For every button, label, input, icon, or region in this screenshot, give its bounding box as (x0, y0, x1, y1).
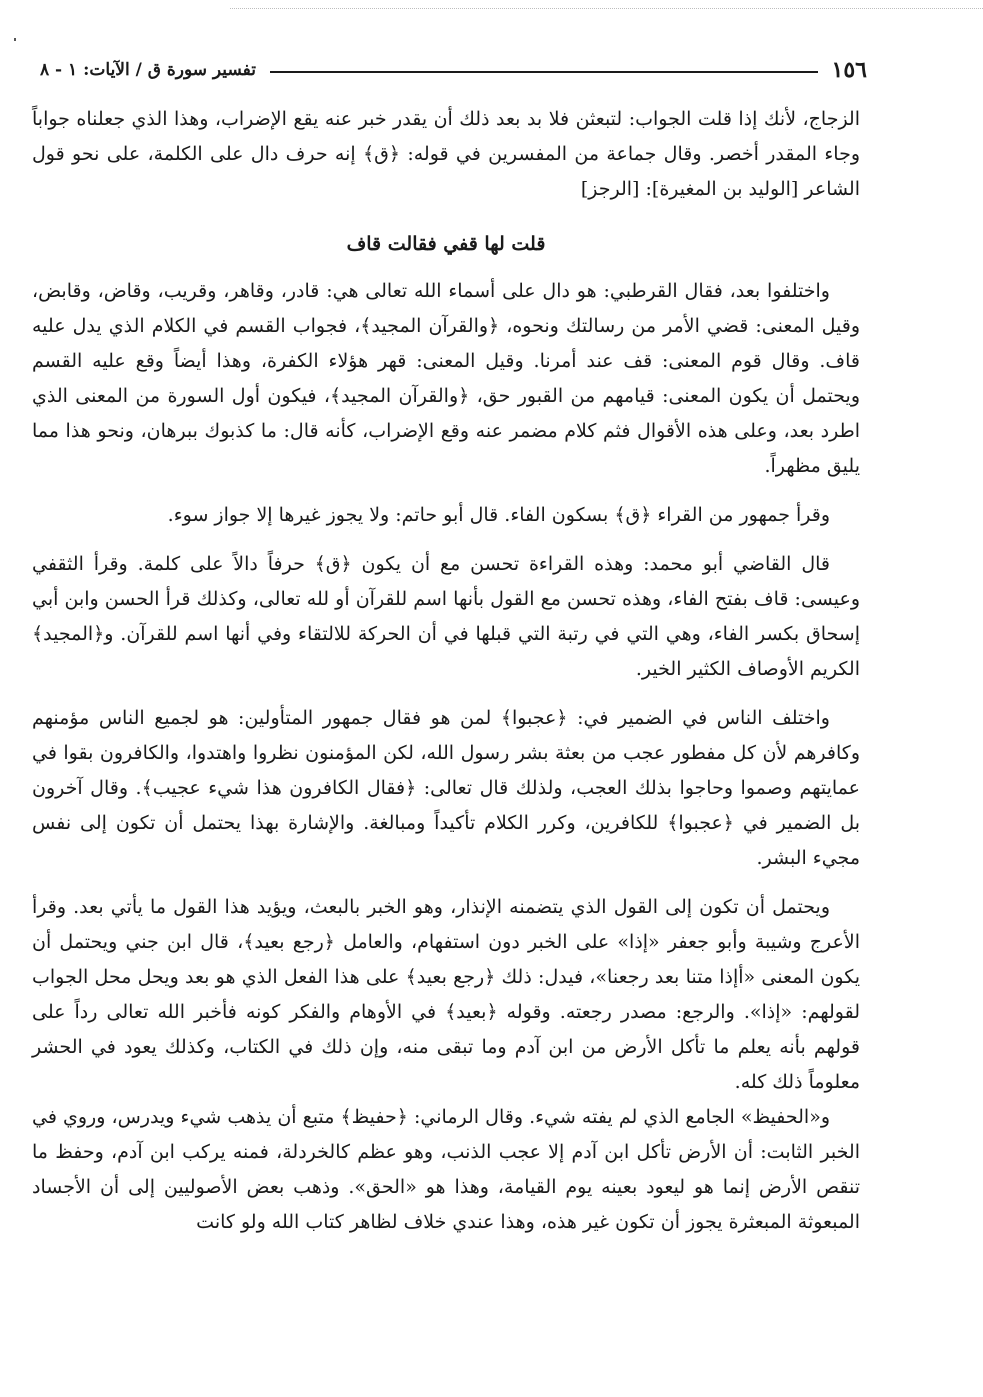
paragraph: و«الحفيظ» الجامع الذي لم يفته شيء. وقال الرماني: ﴿حفيظ﴾ متبع أن يذهب شيء ويدرس، وروي في الخبر الثابت: أن الأرض تأكل ابن آدم إلا عجب الذنب، وهو عظم كالخردلة، فمنه يركب ابن آدم، وحفظ ما تنقص الأرض إنما هو ليعود بعينه يوم القيامة، وهذا هو «الحق». وذهب بعض الأصوليين إلى أن الأجساد المبعوثة المبعثرة يجوز أن تكون غير هذه، وهذا عندي خلاف لظاهر كتاب الله ولو كانت (32, 1106, 860, 1233)
page-number: ١٥٦ (831, 57, 867, 83)
top-dotted-rule (230, 8, 983, 9)
paragraph: قال القاضي أبو محمد: وهذه القراءة تحسن مع أن يكون ﴿ق﴾ حرفاً دالاً على كلمة. وقرأ الثقفي وعيسى: قاف بفتح الفاء، وهذه تحسن مع القول بأنها اسم للقرآن أو لله تعالى، وكذلك قرأ الحسن وابن أبي إسحاق بكسر الفاء، وهي التي في رتبة التي قبلها في أن الحركة للالتقاء وفي أنها اسم للقرآن. و﴿المجيد﴾ الكريم الأوصاف الكثير الخير. (32, 553, 860, 680)
paragraph: واختلف الناس في الضمير في: ﴿عجبوا﴾ لمن هو فقال جمهور المتأولين: هو لجميع الناس مؤمنهم وكافرهم لأن كل مفطور عجب من بعثة بشر رسول الله، لكن المؤمنون نظروا واهتدوا، والكافرون بقوا في عمايتهم وصموا وحاجوا بذلك العجب، ولذلك قال تعالى: ﴿فقال الكافرون هذا شيء عجيب﴾. وقال آخرون بل الضمير في ﴿عجبوا﴾ للكافرين، وكرر الكلام تأكيداً ومبالغة. والإشارة بهذا يحتمل أن تكون إلى نفس مجيء البشر. (32, 707, 860, 869)
running-title: تفسير سورة ق / الآيات: ١ - ٨ (40, 60, 256, 80)
paragraph: وقرأ جمهور من القراء ﴿ق﴾ بسكون الفاء. قال أبو حاتم: ولا يجوز غيرها إلا جواز سوء. (167, 504, 830, 526)
paragraph: واختلفوا بعد، فقال القرطبي: هو دال على أسماء الله تعالى هي: قادر، وقاهر، وقريب، وقاض، وقابض، وقيل المعنى: قضي الأمر من رسالتك ونحوه، ﴿والقرآن المجيد﴾، فجواب القسم في الكلام الذي يدل عليه قاف. وقال قوم المعنى: قف عند أمرنا. وقيل المعنى: قهر هؤلاء الكفرة، وهذا أيضاً وقع عليه القسم ويحتمل أن يكون المعنى: قيامهم من القبور حق، ﴿والقرآن المجيد﴾، فيكون أول السورة من المعنى الذي اطرد بعد، وعلى هذه الأقوال فثم كلام مضمر عنه وقع الإضراب، كأنه قال: ما كذبوك ببرهان، ونحو هذا مما يليق مظهراً. (32, 280, 860, 477)
page-header (40, 54, 867, 86)
header-rule (270, 71, 818, 73)
scan-mark (14, 38, 16, 41)
poem-verse: قلت لها قفي فقالت قاف (346, 233, 546, 255)
page-body (32, 102, 860, 1240)
paragraph-continuation: الزجاج، لأنك إذا قلت الجواب: لتبعثن فلا بد بعد ذلك أن يقدر خبر عنه يقع الإضراب، وهذا الذي جعلناه جواباً وجاء المقدر أخصر. وقال جماعة من المفسرين في قوله: ﴿ق﴾ إنه حرف دال على الكلمة، على نحو قول الشاعر [الوليد بن المغيرة]: [الرجز] (32, 108, 860, 200)
paragraph: ويحتمل أن تكون إلى القول الذي يتضمنه الإنذار، وهو الخبر بالبعث، ويؤيد هذا القول ما يأتي بعد. وقرأ الأعرج وشيبة وأبو جعفر «إذا» على الخبر دون استفهام، والعامل ﴿رجع بعيد﴾، قال ابن جني ويحتمل أن يكون المعنى «أإذا متنا بعد رجعنا»، فيدل: ذلك ﴿رجع بعيد﴾ على هذا الفعل الذي هو بعد ويحل محل الجواب لقولهم: «إذا». والرجع: مصدر رجعته. وقوله ﴿بعيد﴾ في الأوهام والفكر كونه فأخبر الله تعالى رداً على قولهم بأنه يعلم ما تأكل الأرض من ابن آدم وما تبقى منه، وإن ذلك في الكتاب، وكذلك يعود في الحشر معلوماً ذلك كله. (32, 896, 860, 1093)
